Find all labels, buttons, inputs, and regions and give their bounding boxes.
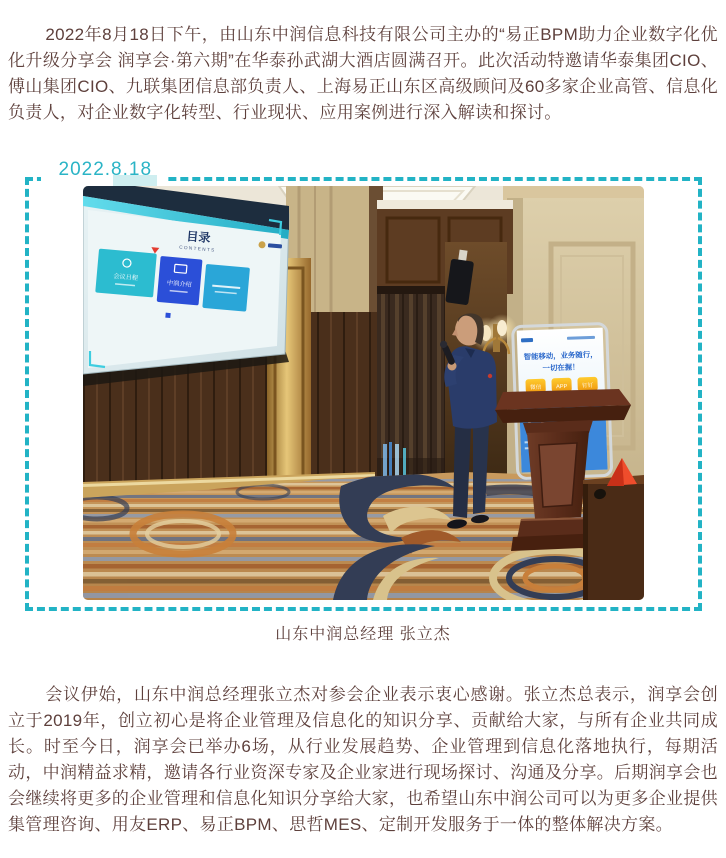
badge-label: 微信: [529, 384, 541, 392]
projector-screen: [83, 186, 289, 386]
slide-box1-label: 会议日程: [112, 272, 138, 283]
slide-title: 目录: [185, 229, 211, 246]
banner-line1: 智能移动，业务随行，: [522, 349, 598, 362]
date-label: 2022.8.18: [58, 159, 153, 180]
article-page: [0, 22, 726, 858]
paragraph-body: 会议伊始，山东中润总经理张立杰对参会企业表示衷心感谢。张立杰总表示，润享会创立于2019年，创立初心是将企业管理及信息化的知识分享、贡献给大家，与所有企业共同成长。时至今日，润享会已举办6场，从行业发展趋势、企业管理到信息化落地执行，每期活动，中润精益求精，邀请各行业资深专家及企业家进行现场探讨、沟通及分享。后期润享会也会继续将更多的企业管理和信息化知识分享给大家，也希望山东中润公司可以为更多企业提供集管理咨询、用友ERP、易正BPM、思哲MES、定制开发服务于一体的整体解决方案。: [8, 685, 718, 834]
paragraph-intro: 2022年8月18日下午，由山东中润信息科技有限公司主办的“易正BPM助力企业数字化优化升级分享会 润享会·第六期”在华泰孙武湖大酒店圆满召开。此次活动特邀请华泰集团CIO、傅山集团CIO、九联集团信息部负责人、上海易正山东区高级顾问及60多家企业高管、信息化负责人，对企业数字化转型、行业现状、应用案例进行深入解读和探讨。: [8, 25, 718, 122]
badge-label: APP: [555, 383, 567, 391]
photo-frame: [25, 159, 702, 611]
shirt-logo: [487, 374, 491, 378]
slide-subtitle: CONTENTS: [178, 244, 216, 253]
banner-line2: 一切在握！: [541, 362, 580, 373]
photo-caption: 山东中润总经理 张立杰: [275, 626, 451, 643]
badge-label: 钉钉: [581, 382, 593, 390]
slide-box2-label: 中润介绍: [166, 279, 192, 289]
event-photo: [83, 186, 644, 600]
side-cabinet: [583, 475, 644, 600]
